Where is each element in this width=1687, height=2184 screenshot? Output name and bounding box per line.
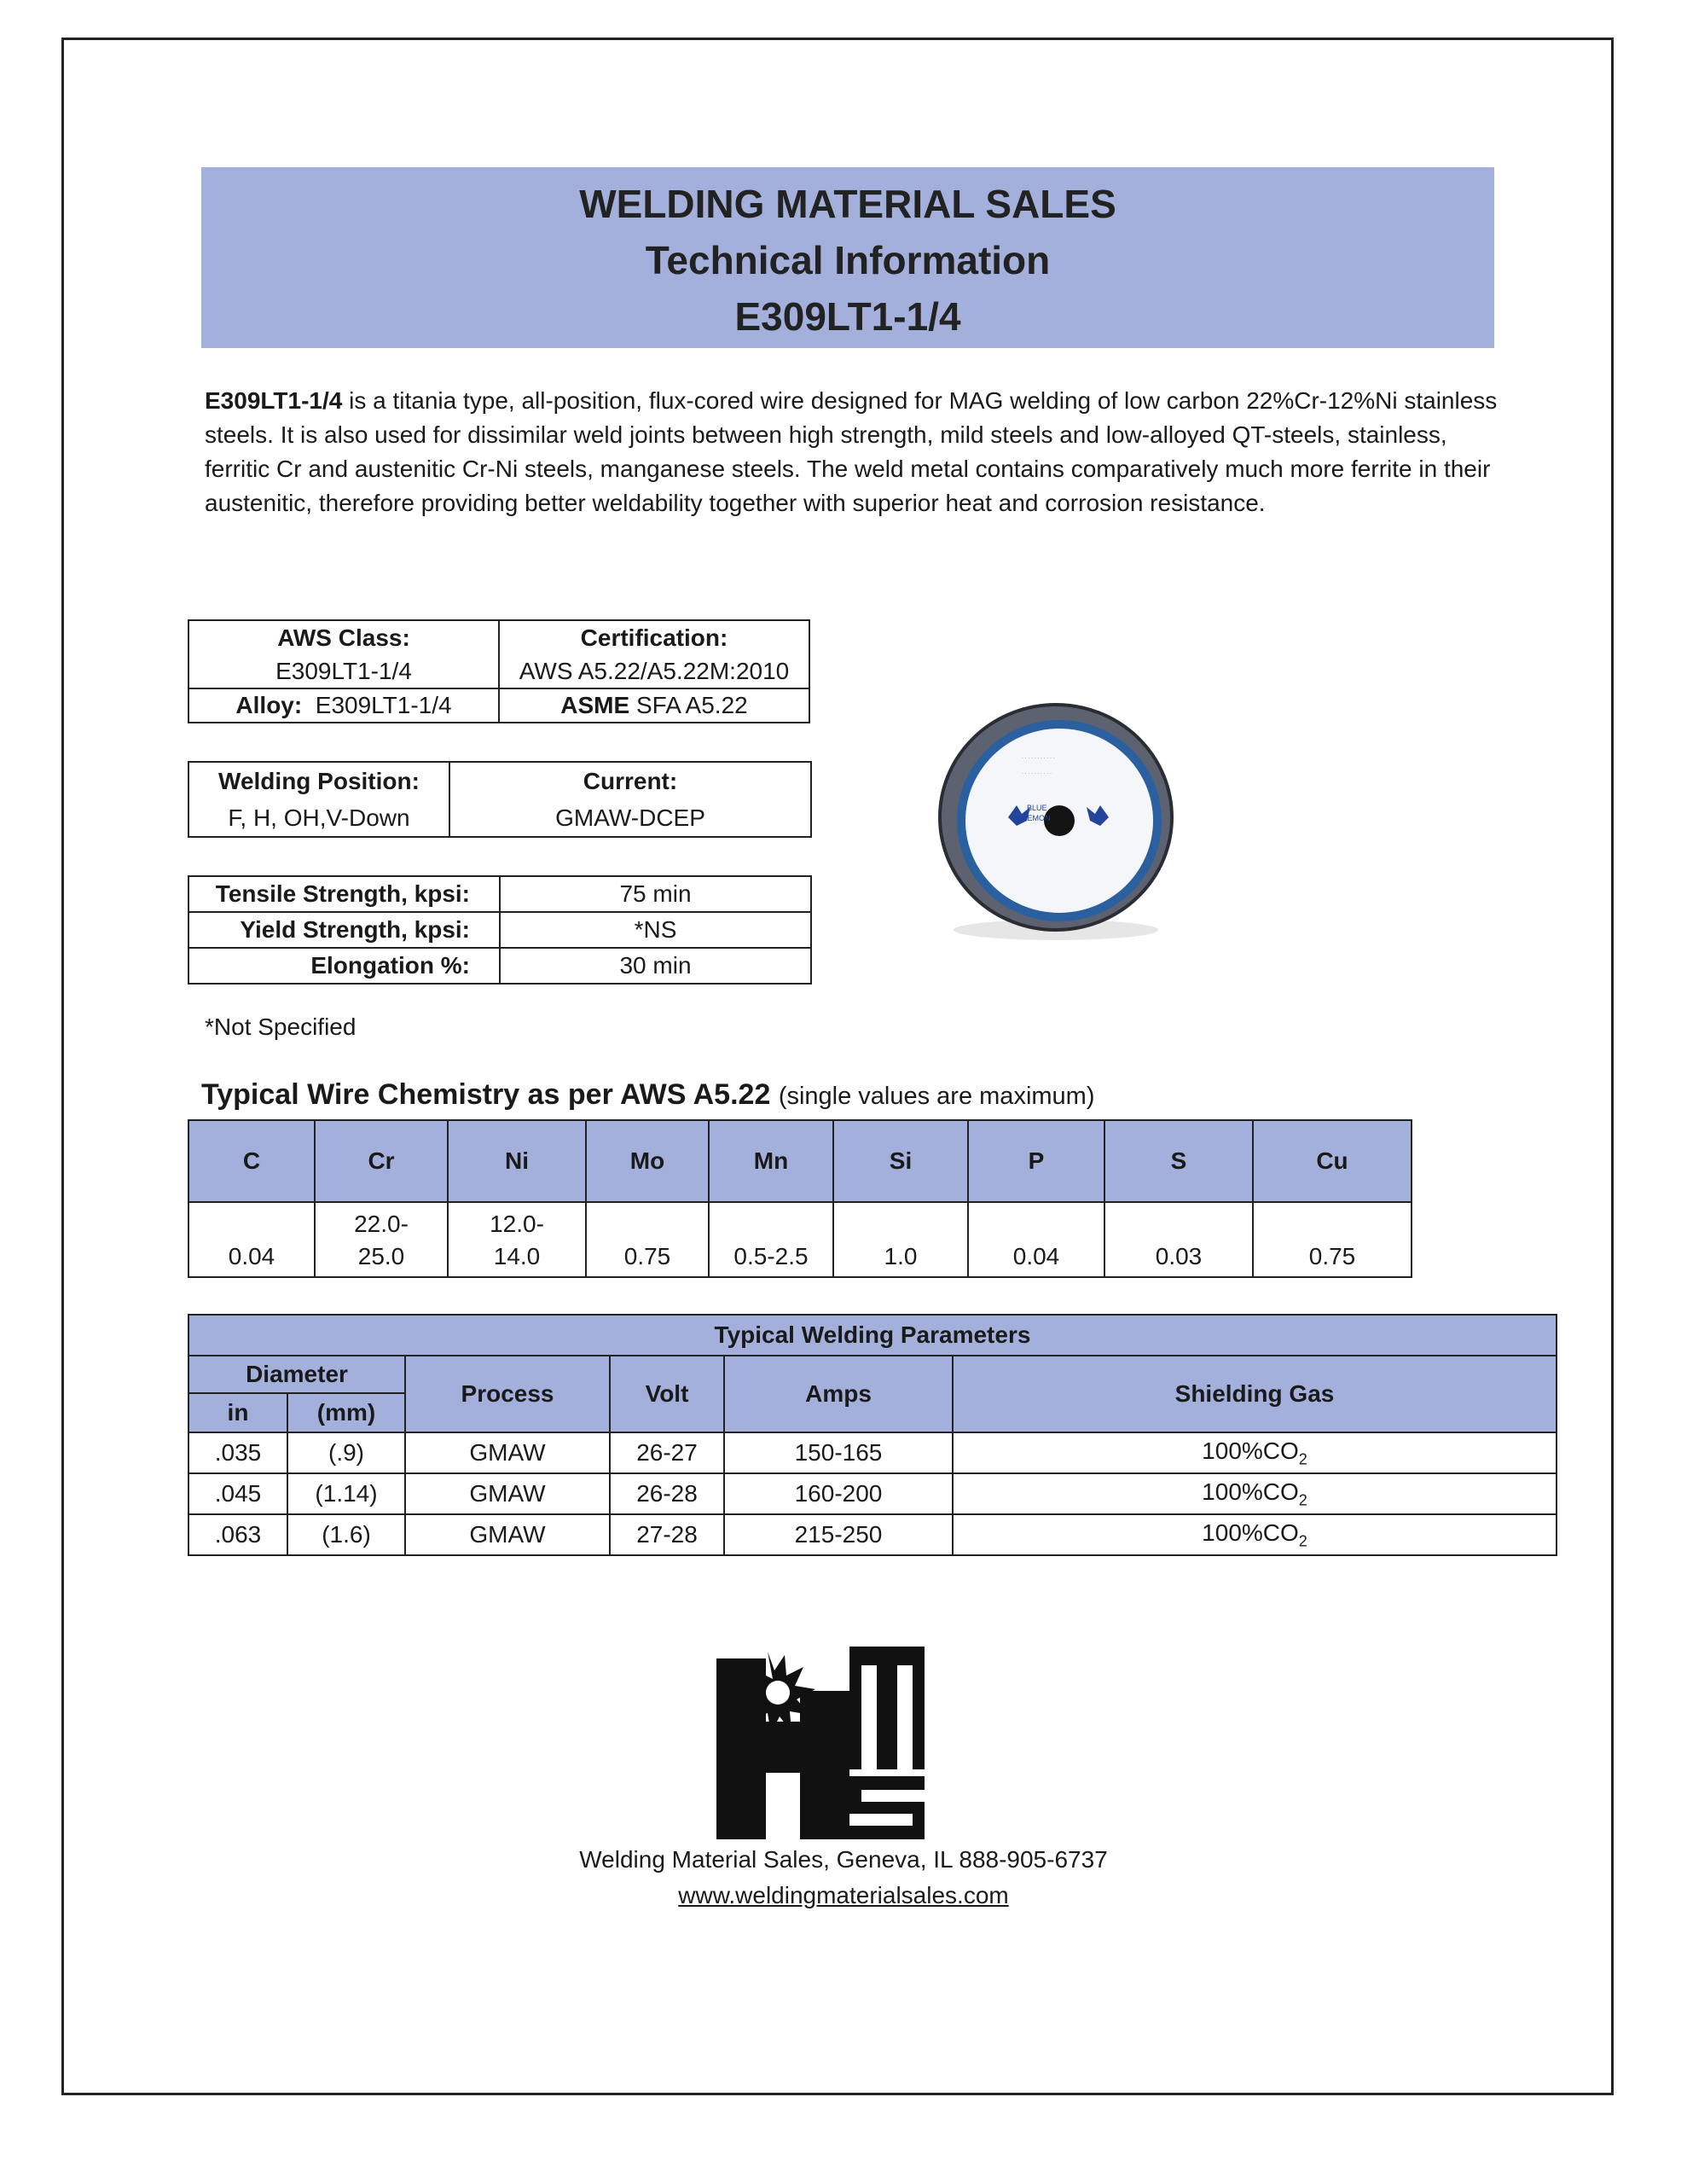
shielding-gas: $100\%CO_2$ xyxy=(953,1514,1557,1555)
process: GMAW xyxy=(405,1514,610,1555)
footer-website xyxy=(0,1882,1687,1909)
svg-text:· · · · · · · · · · ·: · · · · · · · · · · · xyxy=(1022,756,1055,761)
chemistry-title xyxy=(201,1078,1094,1112)
diameter-in: .063 xyxy=(188,1514,287,1555)
alloy-value: E309LT1-1/4 xyxy=(315,692,452,718)
welding-parameters-table xyxy=(188,1314,1557,1556)
element-value: 0.5-2.5 xyxy=(709,1202,833,1277)
footer-address: Welding Material Sales, Geneva, IL 888-905-6737 xyxy=(579,1846,1108,1873)
table-row xyxy=(188,912,811,948)
certification-label: Certification: xyxy=(499,620,809,654)
aws-class-value: E309LT1-1/4 xyxy=(188,654,499,688)
parameters-title: Typical Welding Parameters xyxy=(188,1315,1557,1356)
svg-text:· · · · · · · · · ·: · · · · · · · · · · xyxy=(1022,771,1052,776)
diameter-in: .045 xyxy=(188,1473,287,1514)
in-header: in xyxy=(188,1393,287,1432)
element-value: 12.0- 14.0 xyxy=(448,1202,586,1277)
chemistry-header-row xyxy=(188,1120,1412,1202)
wms-logo xyxy=(716,1640,926,1841)
alloy-cell xyxy=(188,688,499,723)
elongation-label: Elongation %: xyxy=(188,948,500,984)
certification-value: AWS A5.22/A5.22M:2010 xyxy=(499,654,809,688)
elongation-value: 30 min xyxy=(500,948,811,984)
footnote: *Not Specified xyxy=(205,1014,357,1040)
volt: 26-27 xyxy=(610,1432,724,1473)
current-label: Current: xyxy=(449,762,811,799)
asme-cell xyxy=(499,688,809,723)
mm-header: (mm) xyxy=(287,1393,405,1432)
element-header: Cr xyxy=(315,1120,448,1202)
diameter-in: .035 xyxy=(188,1432,287,1473)
amps: 215-250 xyxy=(724,1514,953,1555)
product-code: E309LT1-1/4 xyxy=(734,294,961,339)
table-row xyxy=(188,876,811,912)
element-value: 22.0- 25.0 xyxy=(315,1202,448,1277)
table-row xyxy=(188,1514,1557,1555)
document-subtitle: Technical Information xyxy=(645,238,1051,282)
chemistry-subtitle: (single values are maximum) xyxy=(778,1083,1095,1110)
element-header: Mn xyxy=(709,1120,833,1202)
wire-spool-image xyxy=(926,700,1182,947)
current-value: GMAW-DCEP xyxy=(449,799,811,837)
classification-table xyxy=(188,619,810,723)
diameter-header: Diameter xyxy=(188,1356,405,1393)
process-header: Process xyxy=(405,1356,610,1432)
process: GMAW xyxy=(405,1432,610,1473)
diameter-mm: (.9) xyxy=(287,1432,405,1473)
element-value: 0.03 xyxy=(1104,1202,1253,1277)
yield-label: Yield Strength, kpsi: xyxy=(188,912,500,948)
amps: 150-165 xyxy=(724,1432,953,1473)
aws-class-label: AWS Class: xyxy=(188,620,499,654)
alloy-label: Alloy: xyxy=(235,692,303,718)
tensile-label: Tensile Strength, kpsi: xyxy=(188,876,500,912)
volt: 26-28 xyxy=(610,1473,724,1514)
gas-header: Shielding Gas xyxy=(953,1356,1557,1432)
asme-value: SFA A5.22 xyxy=(635,692,748,718)
company-title: WELDING MATERIAL SALES xyxy=(579,182,1116,226)
tensile-value: 75 min xyxy=(500,876,811,912)
element-header: S xyxy=(1104,1120,1253,1202)
element-header: Si xyxy=(833,1120,968,1202)
element-value: 0.04 xyxy=(968,1202,1104,1277)
element-header: Ni xyxy=(448,1120,586,1202)
mechanical-table xyxy=(188,875,812,985)
element-value: 0.75 xyxy=(586,1202,709,1277)
welding-position-label: Welding Position: xyxy=(188,762,449,799)
description-lead: E309LT1-1/4 xyxy=(205,387,343,414)
asme-label: ASME xyxy=(560,692,630,718)
process: GMAW xyxy=(405,1473,610,1514)
website-link[interactable]: www.weldingmaterialsales.com xyxy=(678,1882,1009,1908)
element-header: Mo xyxy=(586,1120,709,1202)
description-text: is a titania type, all-position, flux-cored wire designed for MAG welding of low carbon 22%Cr-12%Ni stainless steels. It is also used for dissimilar weld joints between high strength, mild steels and low-alloyed QT-steels, stainless, ferritic Cr and austenitic Cr-Ni steels, manganese steels. The weld metal contains comparatively much more ferrite in their austenitic, therefore providing better weldability together with superior heat and corrosion resistance. xyxy=(205,387,1498,516)
element-value: 0.04 xyxy=(188,1202,315,1277)
element-value: 0.75 xyxy=(1253,1202,1412,1277)
element-header: P xyxy=(968,1120,1104,1202)
chemistry-value-row xyxy=(188,1202,1412,1277)
position-table xyxy=(188,761,812,838)
amps: 160-200 xyxy=(724,1473,953,1514)
svg-text:DEMON: DEMON xyxy=(1022,814,1051,822)
yield-value: *NS xyxy=(500,912,811,948)
welding-position-value: F, H, OH,V-Down xyxy=(188,799,449,837)
shielding-gas: $100\%CO_2$ xyxy=(953,1473,1557,1514)
chemistry-title-text: Typical Wire Chemistry as per AWS A5.22 xyxy=(201,1078,771,1111)
svg-text:BLUE: BLUE xyxy=(1027,804,1047,812)
title-banner xyxy=(201,167,1494,348)
element-header: C xyxy=(188,1120,315,1202)
table-row xyxy=(188,1432,1557,1473)
volt: 27-28 xyxy=(610,1514,724,1555)
shielding-gas: $100\%CO_2$ xyxy=(953,1432,1557,1473)
table-row xyxy=(188,948,811,984)
chemistry-table xyxy=(188,1119,1412,1278)
diameter-mm: (1.14) xyxy=(287,1473,405,1514)
table-row xyxy=(188,1473,1557,1514)
element-value: 1.0 xyxy=(833,1202,968,1277)
amps-header: Amps xyxy=(724,1356,953,1432)
product-description xyxy=(205,384,1510,520)
diameter-mm: (1.6) xyxy=(287,1514,405,1555)
element-header: Cu xyxy=(1253,1120,1412,1202)
volt-header: Volt xyxy=(610,1356,724,1432)
